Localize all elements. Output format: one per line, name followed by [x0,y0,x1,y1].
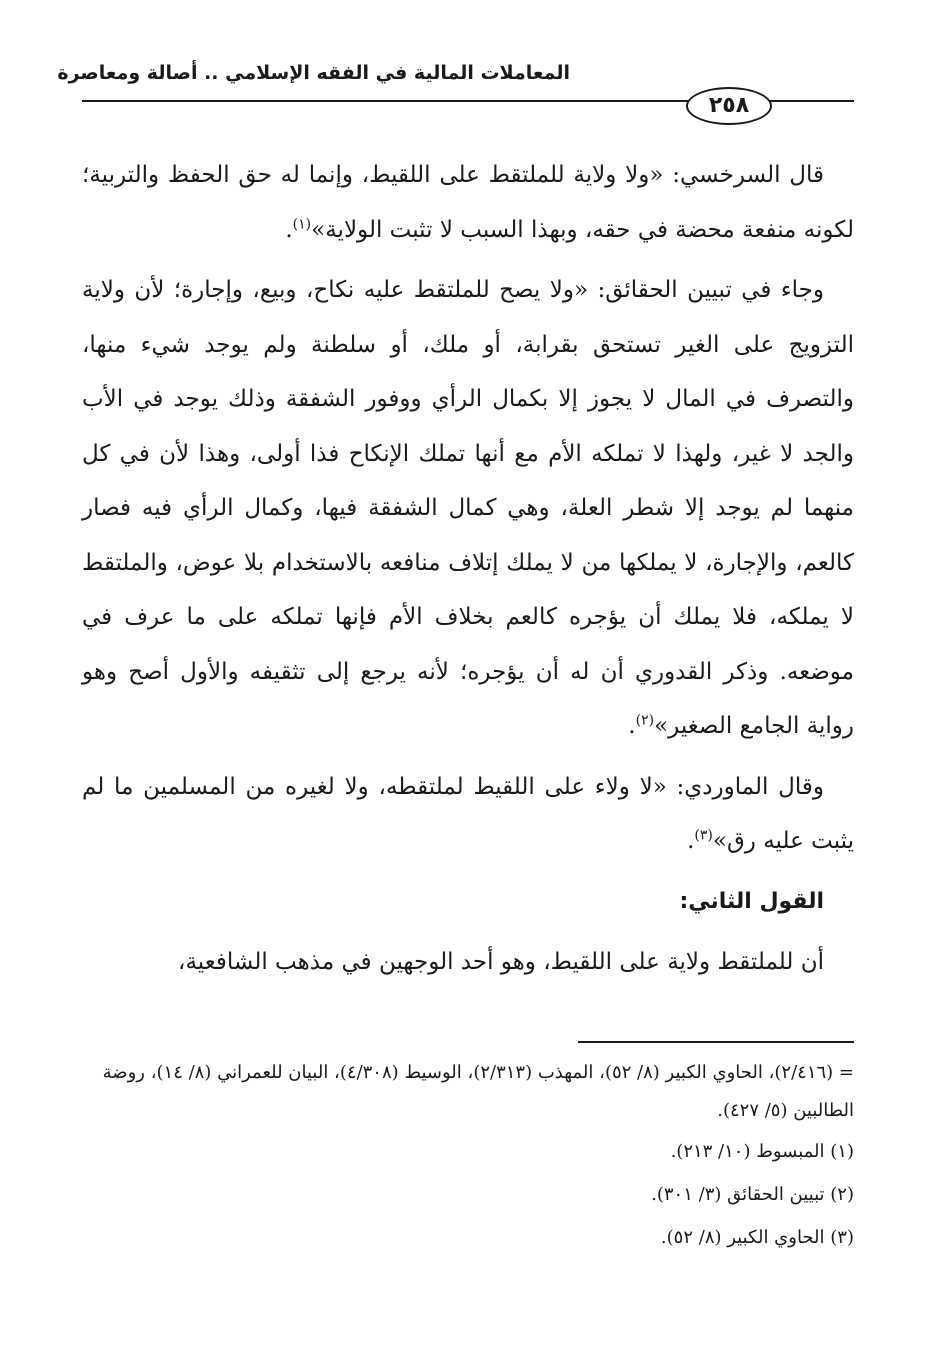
paragraph-tabyin: وجاء في تبيين الحقائق: «ولا يصح للملتقط عليه نكاح، وبيع، وإجارة؛ لأن ولاية التزويج على الغير تستحق بقرابة، أو ملك، أو سلطنة ولم يوجد شيء منها، والتصرف في المال لا يجوز إلا بكمال الرأي ووفور الشفقة وذلك يوجد في الأب والجد لا غير، ولهذا لا تملكه الأم مع أنها تملك الإنكاح فذا أولى، وهذا لأن في كل منهما لم يوجد إلا شطر العلة، وهي كمال الشفقة فيها، وكمال الرأي فيه فصار كالعم، والإجارة، لا يملكها من لا يملك إتلاف منافعه بالاستخدام بلا عوض، والملتقط لا يملكه، فلا يملك أن يؤجره كالعم بخلاف الأم فإنها تملكه على ما عرف في موضعه. وذكر القدوري أن له أن يؤجره؛ لأنه يرجع إلى تثقيفه والأول أصح وهو رواية الجامع الصغير»$^{(٢)}$. [82,277,854,739]
page-number: ٢٥٨ [686,87,772,125]
paragraph-mawardi: وقال الماوردي: «لا ولاء على اللقيط لملتقطه، ولا لغيره من المسلمين ما لم يثبت عليه رق»$^{(٣)}$. [82,773,854,854]
footnote-3: (٣) الحاوي الكبير (٨/ ٥٢). [660,1227,854,1248]
footnote-ref-1[interactable]: (١) [292,215,312,232]
footnote-separator [578,1041,854,1043]
footnote-continuation: = (٢/٤١٦)، الحاوي الكبير (٨/ ٥٢)، المهذب (٢/٣١٣)، الوسيط (٤/٣٠٨)، البيان للعمراني (٨/ ١٤)، روضة الطالبين (٥/ ٤٢٧). [102,1062,854,1121]
main-text [82,148,854,996]
footnote-ref-3[interactable]: (٣) [694,827,713,844]
footnote-2: (٢) تبيين الحقائق (٣/ ٣٠١). [651,1184,854,1205]
footnotes [82,1054,854,1259]
section-heading-second-opinion: القول الثاني: [679,888,824,914]
footnote-ref-2[interactable]: (٢) [635,712,655,729]
paragraph-second-opinion: أن للملتقط ولاية على اللقيط، وهو أحد الوجهين في مذهب الشافعية، [178,949,824,975]
paragraph-sarakhsi: قال السرخسي: «ولا ولاية للملتقط على اللقيط، وإنما له حق الحفظ والتربية؛ لكونه منفعة محضة في حقه، وبهذا السبب لا تثبت الولاية»$^{(١)}$. [82,162,854,243]
running-header-title: المعاملات المالية في الفقه الإسلامي .. أصالة ومعاصرة [57,62,570,84]
footnote-1: (١) المبسوط (١٠/ ٢١٣). [670,1141,854,1162]
